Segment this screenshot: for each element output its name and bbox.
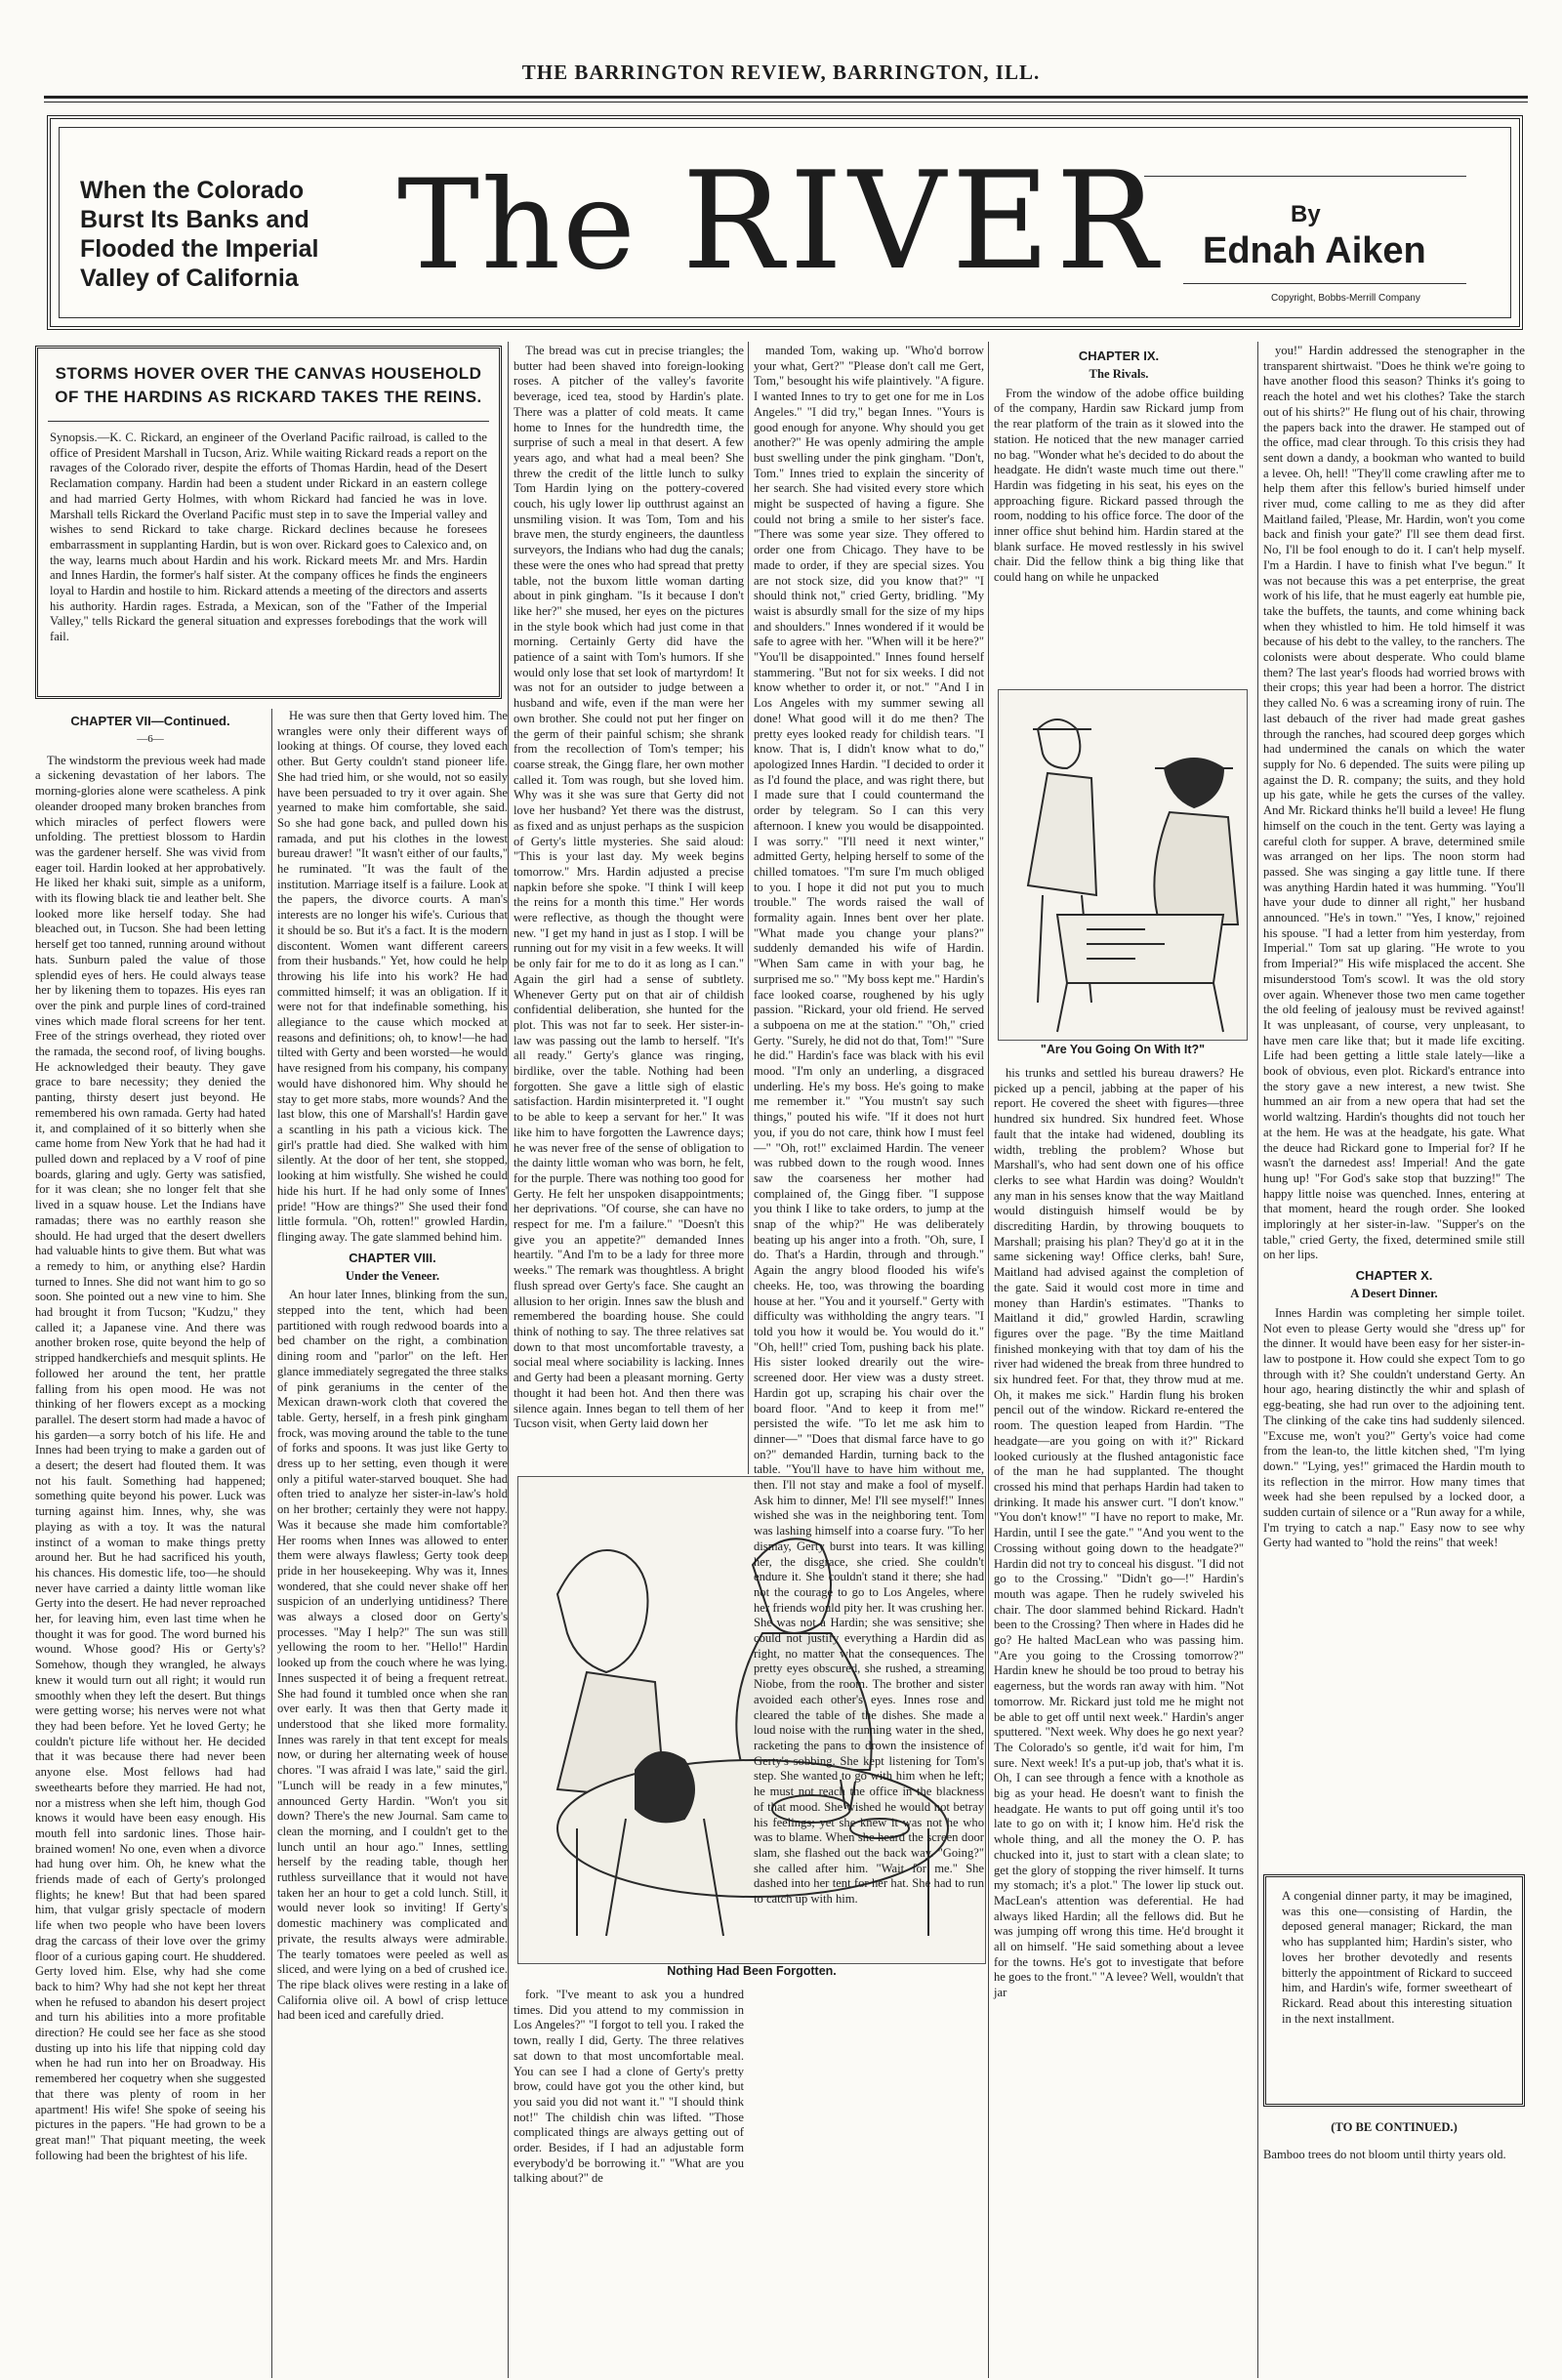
subtitle-line-2: Burst Its Banks and [80, 206, 309, 233]
column-4-top [754, 344, 984, 1907]
column-3-text-continued: fork. "I've meant to ask you a hundred times. Did you attend to my commission in Los Angeles?" "I forgot to tell you. I raked the town, really I did, Gerty. The three relatives sat down to that most uncomfortable meal. You can see I had a clone of Gerty's pretty brow, could have got you the other kind, but you said you did not want it." "I should think not!" The childish chin was lifted. "Those complicated things are always getting out of order. Besides, if I had an adjustable form everybody'd be borrowing it." "What are you talking about?" de [514, 1988, 744, 2186]
to-be-continued: (TO BE CONTINUED.) [1331, 2120, 1458, 2134]
illustration-office-scene [998, 689, 1248, 1041]
column-3-text: The bread was cut in precise triangles; the butter had been shaved into foreign-looking roses. A pitcher of the valley's favorite beverage, iced tea, stood by Hardin's plate. There was a platter of cold meats. It came home to Innes for the hundredth time, the surprise of such a meal in that desert. A few years ago, and what had a meal been? She threw the credit of the little lunch to sulky Tom Hardin lying on the pottery-covered couch, his ugly lower lip outthrust against an unsmiling vision. It was Tom, Tom and his brave men, the sturdy engineers, the dauntless surveyors, the Indians who had dug the canals; these were the ones who had spread that pretty table, not the buxom little woman darting about in pink gingham. "Is it because I don't like her?" she mused, her eyes on the pictures in the style book which had just come in that morning. Certainly Gerty did have the patience of a saint with Tom's humors. If she would only lose that set look of martyrdom! It was not for an outsider to judge between a husband and wife, even if the man were her own brother. She could not put her finger on the germ of their painful schism; she shrank from the recollection of Tom's temper; his coarse streak, the Gingg flare, her own mother called it. Tom was rough, but she loved him. Why was it she was sure that Gerty did not love her husband? Yet there was the distrust, as fixed and as unjust perhaps as the suspicion of Gerty's little mysteries. She said aloud: "This is your last day. My week begins tomorrow." Mrs. Hardin adjusted a precise napkin before she spoke. "I think I will keep the reins for a month this time." Her words were reflective, as though the thought were new. "I get my hand in just as I stop. I will be running out for my visit in a few weeks. It will be only fair for me to do it as long as I can." Again the girl had a sense of subtlety. Whenever Gerty put on that air of childish confidential deliberation, she hunted for the plot. This was not far to seek. Her sister-in-law was passing out the lamb to herself. "It's all ready." Gerty's glance was ringing, birdlike, over the table. Nothing had been forgotten. She gave a little sigh of elastic satisfaction. Hardin misinterpreted it. "I ought to be able to keep a servant for her." It was like him to have forgotten the Lawrence days; he was never free of the sense of obligation to the dainty little woman who was born, he felt, for the purple. There was nothing too good for Gerty. He felt her unspoken disappointments; her deprivations. "Of course, she can have no respect for me. I'm a failure." "Doesn't this give you an appetite?" demanded Innes heartily. "And I'm to be a lady for three more weeks." The remark was thoughtless. A bright flush spread over Gerty's face. She caught an allusion to her origin. Innes saw the blush and remembered the boarding house. She could think of nothing to say. The three relatives sat down to that most uncomfortable travesty, a social meal where sociability is lacking. Innes and Gerty had been a pleasant morning. Gerty thought it had been hot. And then there was silence again. Innes began to tell them of her Tucson visit, when Gerty laid down her [514, 344, 744, 1431]
column-3-bottom [514, 1988, 744, 2378]
subtitle-line-1: When the Colorado [80, 177, 305, 204]
column-6 [1263, 344, 1525, 1867]
column-divider [1257, 342, 1258, 2378]
subtitle-line-3: Flooded the Imperial [80, 235, 319, 263]
banner-subtitle [80, 176, 373, 293]
title-the: The [397, 153, 637, 297]
illustration-caption-office: "Are You Going On With It?" [1040, 1043, 1206, 1056]
installment-mark: —6— [137, 733, 164, 745]
chapter-ix-heading: CHAPTER IX. [1078, 349, 1160, 363]
column-6-text: you!" Hardin addressed the stenographer in the transparent shirtwaist. "Does he think we're going to have another flood this season? Thinks it's going to reach the hotel and wet his clothes? Take the starch out of his shirts?" He flung out of his chair, throwing the papers back into the drawer. He stamped out of the office, mad clear through. To this crisis they had sent down a dandy, a bookman who wanted to build a levee. Oh, hell! "They'll come crawling after me to help them after this fellow's buried himself under river mud, come calling to me as they did after Maitland failed, 'Please, Mr. Hardin, won't you come back and finish your gate?' I'll see them dead first. No, I'll be fool enough to do it. I can't help myself. I'm a Hardin. I have to finish what I've begun." It was not because this was a pet enterprise, the great work of his life, that he must eagerly eat humble pie, take the buffets, the taunts, and come whining back when they whistled to him. He told himself it was because of his debt to the valley, to the ranchers. The colonists were about desperate. Who could blame them? The last year's floods had worried brows with their crops; this year had been a horror. The district they called No. 6 was a screaming irony of ruin. The last debauch of the river had made great gashes through the ranches, had scoured deep gorges which had undermined the canals on which the water supply for No. 6 depended. The suits were piling up against the D. R. company; the suits, and they hold up his gate, while he gets the curses of the valley. And Mr. Rickard thinks he'll build a levee! He flung himself on the couch in the tent. Gerty was laying a careful cloth for supper. A brave, determined smile was arranged on her lips. The noon storm had passed. She was singing a gay little tune. If there was anything Hardin hated it was humming. "You'll have your dude to dinner all right," her husband announced. "He's in town." "Yes, I know," rejoined his spouse. "I had a letter from him yesterday, from Imperial." Tom sat up glaring. "He wrote to you from Imperial?" His wife misplaced the accent. She misunderstood Tom's scowl. It was the old story over again. Whenever those two men came together the old feeling of jealousy must be revived against! It was unpleasant, of course, very unpleasant, to have men care like that; but it made life exciting. Life had been getting a little stale lately—like a book of obvious, even plot. Rickard's entrance into the story gave a new interest, a new twist. She hummed an air from a new opera that had set the world waltzing. Hardin's thoughts did not touch her at the hem. He was at the headgate, his gate. What the deuce had Rickard gone to Imperial for? If he wasn't the darnedest ass! Imperial! And the gate hung up! "For God's sake stop that buzzing!" The happy little noise was quenched. Innes, entering at that moment, heard the rough order. She looked imploringly at her sister-in-law. "Supper's on the table," cried Gerty, the fixed, determined smile still on her lips. [1263, 344, 1525, 1262]
column-2 [277, 709, 508, 2380]
synopsis-text: Synopsis.—K. C. Rickard, an engineer of the Overland Pacific railroad, is called to the office of President Marshall in Tucson, Ariz. While waiting Rickard reads a report on the ravages of the Colorado river, despite the efforts of Thomas Hardin, head of the Desert Reclamation company. Hardin had been a student under Rickard in an eastern college and had married Gerty Holmes, with whom Rickard had fancied he was in love. Marshall tells Rickard the Overland Pacific must step in to save the Imperial valley and wishes to send Rickard to take charge. Rickard declines because he foresees embarrassment in supplanting Hardin, but is won over. Rickard goes to Calexico and, on the way, learns much about Hardin and his work. Rickard meets Mr. and Mrs. Hardin and Innes Hardin, the former's half sister. At the company offices he finds the engineers loyal to Hardin and hostile to him. Rickard attends a meeting of the directors and asserts his authority. Hardin rages. Estrada, a Mexican, son of the "Father of the Imperial Valley," tells Rickard the general situation and expresses forebodings that the work will fail. [50, 431, 487, 644]
column-1-text: The windstorm the previous week had made a sickening devastation of her labors. The morning-glories alone were scatheless. A pink oleander drooped many broken branches from which miracles of perfect flowers were unfolding. The prettiest blossom to Hardin was the gardener herself. She was vivid from eager toil. Hardin looked at her approbatively. He liked her khaki suit, simple as a uniform, with its flowing black tie and leather belt. She looked more like herself today. She had bleached out, in Tucson. She had been letting herself get too tanned, running around without hats. Sunburn paled the value of those splendid eyes of hers. He could always tease her by likening them to topazes. His eyes ran over the pink and purple lines of cord-trained vines which made floral screens for her tent. Free of the strings overhead, they rioted over the ramada, the second roof, of living boughs. He acknowledged their beauty. They gave grace to bare necessity; they denied the panting, thirsty desert just beyond. He remembered his own ramada. Gerty had hated it, and complained of it so bitterly when she came home from New York that he had had it pulled down and replaced by a V roof of pine boards, glaring and ugly. Gerty was satisfied, for it was clean; she no longer felt that she lived in a squaw house. Let the Indians have ramadas; there was no earthly reason she should. He had urged that the desert dwellers had valuable hints to give them. But what was a remedy to him, or anything else? Hardin turned to Innes. She did not want him to go so soon. She pointed out a new vine to him. She had brought it from Tucson; "Kudzu," they called it; a Japanese vine. And there was another broken rose, quite beyond the help of stripped handkerchiefs and mesquit splints. He followed her around the tent, her prattle falling from his open mood. He was not thinking of her flowers except as a mocking parallel. The desert storm had made a havoc of his garden—a sorry botch of his life. He and Innes had been trying to make a garden out of a desert; the desert had flouted them. It was not his fault. Something had happened; something quite beyond his power. Luck was turning against him. Innes, why, she was playing as with a toy. It was the natural instinct of a woman to make things pretty around her. But he had sacrificed his youth, his chances. His domestic life, too—he should never have carried a dainty little woman like Gerty into the desert. He had never reproached her, for leaving him, even last time when he thought it was for good. The word burned his wound. Whose good? His or Gerty's? Somehow, though they wrangled, he always knew it would turn out all right; it would run smoothly when they left the desert. But things were getting worse; his nerves were not what they had been before. Yet he loved Gerty; he couldn't picture life without her. He decided that it was because there had never been anyone else. Most fellows had had sweethearts before they married. He had not, nor a mistress when she left him, though God knows it would have been easy enough. His mouth fell into sardonic lines. Those hair-brained women! No one, even when a divorce had hung over him. Oh, he knew what the friends made of each of Gerty's prolonged flights; he knew! But that had been spared him, that vulgar grisly spectacle of modern life when two people who have been lovers drag the carcass of their love over the grimy floor of a curious gaping court. He shuddered. Gerty loved him. Else, why had she come back to him? Why had she not kept her threat when he refused to abandon his desert project and turn his abilities into a more profitable direction? He could see her face as she stood dusting up into his life that nipping cold day when he had run into her on Broadway. His remembered her coquetry when she suggested that there was plenty of room in her apartment! His wife! She spoke of seeing his pictures in the papers. "He had grown to be a great man!" That piquant meeting, the week following had been the brightest of his life. [35, 753, 266, 2162]
illustration-caption-dinner: Nothing Had Been Forgotten. [667, 1964, 837, 1978]
column-5-top [994, 344, 1244, 685]
column-divider [748, 342, 749, 1474]
banner-rule-bottom [1183, 283, 1466, 284]
byline-by: By [1291, 201, 1321, 227]
synopsis-divider [48, 421, 489, 422]
author-name: Ednah Aiken [1203, 230, 1426, 271]
column-2-text: He was sure then that Gerty loved him. The wrangles were only their different ways of looking at things. Of course, they loved each other. But Gerty couldn't stand pioneer life. She had tried him, or she would, not so easily have been persuaded to try it over again. She yearned to make him comfortable, she said. So she had gone back, and pulled down his ramada, and put his clothes in the lowest bureau drawer! "It wasn't either of our faults," he ruminated. "It was the fault of the institution. Marriage itself is a failure. Look at the papers, the divorce courts. A man's interests are no longer his wife's. Curious that it should be so. But it's a fact. It is the modern discontent. Women want different careers from their husbands." Yet, how could he help throwing his life into his work? He had committed himself; it was an obligation. If it were not for that indefinable something, his allegiance to the cause which mocked at reasons and definitions; oh, to know!—he had tilted with Gerty and been worsted—he would have resigned from his company, his company would have dishonored him. Why should he stay to get more stabs, more wounds? And the last blow, this one of Marshall's! Hardin gave a scantling in his path a vicious kick. The girl's prattle had died. She walked with him silently. At the door of her tent, she stopped, looking at him wistfully. She wished he could hide his hurt. If he had only some of Innes' pride! "How are things?" She used their fond little formula. "Oh, rotten!" growled Hardin, flinging away. The gate slammed behind him. [277, 709, 508, 1244]
copyright-notice: Copyright, Bobbs-Merrill Company [1271, 293, 1420, 304]
column-divider [271, 709, 272, 2378]
column-3 [514, 344, 744, 1466]
banner-rule-top [1144, 176, 1466, 177]
synopsis-headline: STORMS HOVER OVER THE CANVAS HOUSEHOLD OF THE HARDINS AS RICKARD TAKES THE REINS. [55, 364, 482, 406]
column-5-text: From the window of the adobe office building of the company, Hardin saw Rickard jump from the rear platform of the train as it slowed into the station. He noticed that the new manager carried no bag. "Wonder what he's decided to do about the headgate. He didn't waste much time out there." Hardin was fidgeting in his seat, his eyes on the approaching figure. Rickard passed through the room, nodding to his office force. The door of the inner office shut behind him. Hardin stared at the blank surface. He moved restlessly in his swivel chair. Did the fellow think a big thing like that could hang on while he unpacked [994, 386, 1244, 585]
chapter-x-heading: CHAPTER X. [1355, 1268, 1433, 1284]
chapter-viii-heading: CHAPTER VIII. [349, 1250, 436, 1265]
column-divider [508, 342, 509, 2378]
next-installment-box [1263, 1874, 1525, 2107]
chapter-ix-title: The Rivals. [1089, 367, 1149, 381]
top-rule [44, 96, 1528, 99]
title-river: RIVER [681, 143, 1164, 300]
top-rule-thin [44, 102, 1528, 103]
synopsis-box [35, 346, 502, 699]
column-6-text-continued: Innes Hardin was completing her simple toilet. Not even to please Gerty would she "dress up" for the dinner. It would have been easy for her sister-in-law to postpone it. How could she expect Tom to go through with it? She couldn't understand Gerty. An hour ago, hearing distinctly the whir and splash of egg-beating, she had run over to the adjoining tent. The clinking of the cake tins had suddenly silenced. "Excuse me, won't you?" Gerty's voice had come from the lean-to, the little kitchen shed, "I'm lying down." "Lying, yes!" grimaced the Hardin mouth to its reflection in the mirror. How many times that week had she been repulsed by a locked door, a sudden curtain of silence or a "Run away for a while, I'm trying to catch a nap." Easy now to see why Gerty had wanted to "hold the reins" that week! [1263, 1305, 1525, 1550]
column-5-bottom [994, 1066, 1244, 2378]
column-4-text: manded Tom, waking up. "Who'd borrow your what, Gert?" "Please don't call me Gert, Tom," besought his wife plaintively. "A figure. I wanted Innes to try to get one for me in Los Angeles." "I did try," began Innes. "Yours is good enough for anyone. Why should you get another?" He was openly admiring the ample bust swelling under the pink gingham. "Don't, Tom." Innes tried to explain the sincerity of her search. She had visited every store which might be suspected of having a figure. She could not bring a smile to her sister's face. "There was some year size. They offered to order one from Chicago. They have to be made to order, if they are special sizes. You are not stock size, did you know that?" "I should think not," cried Gerty, bridling. "My waist is absurdly small for the size of my hips and shoulders." Innes wondered if it would be safe to agree with her. "When will it be here?" "You'll be disappointed." Innes found herself stammering. "But not for six weeks. I did not know whether to order it, or not." "And I in Los Angeles with my summer sewing all done! What good will it do me then? The pretty eyes looked ready for childish tears. "I know. That is, I didn't know what to do," apologized Innes Hardin. "I decided to order it as I'd found the place, and was right there, but I made sure that I could countermand the order by telegram. So I can this very afternoon. I knew you would be disappointed. I was sorry." "I'll need it next winter," admitted Gerty, helping herself to some of the chilled tomatoes. "I'm sure I'm much obliged to you. I hope it did not put you to much trouble." The words raised the wall of formality again. Innes bent over her plate. "What made you change your plans?" suddenly demanded his wife of Hardin. "When Sam came in with your bag, he surprised me so." "My boss kept me." Hardin's face looked coarse, roughened by his ugly passion. "Rickard, your old friend. He served a subpoena on me at the station." "Oh," cried Gerty. "Surely, he did not do that, Tom!" "Sure he did." Hardin's face was black with his evil mood. "I'm only an underling, a disgraced underling. He's my boss. He's going to make me remember it." "You mustn't say such things," pouted his wife. "If it does not hurt you, if you do not care, think how I must feel—" "Oh, rot!" exclaimed Hardin. The veneer was rubbed down to the rough wood. Innes saw the coarseness her mother had complained of, the Gingg fiber. "I suppose you think I like to take orders, to jump at the snap of the whip?" He was deliberately beating up his anger into a froth. "Oh, sure, I do. That's a Hardin, through and through." Again the angry blood flooded his wife's cheeks. He, too, was throwing the boarding house at her. "You and it yourself." Gerty with difficulty was withholding the angry tears. "I told you how it would be. You would do it." "Oh, hell!" cried Tom, pushing back his plate. His sister looked drearily out the wire-screened door. Her view was a dusty street. Hardin got up, scraping his chair over the board floor. "And to keep it from me!" persisted the wife. "To let me ask him to dinner—" "Does that dismal farce have to go on?" demanded Hardin, turning back to the table. "You'll have to have him without me, then. I'll not stay and make a fool of myself. Ask him to dinner, Me! I'll see myself!" Innes wished she was in the neighboring tent. Tom was lashing himself into a coarse fury. "To her dismay, Gerty burst into tears. It was killing her, the disgrace, she cried. She couldn't endure it. She couldn't stand it there; she had not the courage to go to Los Angeles, where her friends would pity her. It was crushing her. She was not a Hardin; she was sensitive; she could not justify everything a Hardin did as right, no matter what the consequences. The pretty eyes obscured, she rushed, a streaming Niobe, from the room. The brother and sister avoided each other's eyes. Innes rose and cleared the table of the dishes. She made a loud noise with the running water in the shed, racketing the pans to drown the insistence of Gerty's sobbing. She kept listening for Tom's step. She wanted to go with him when he left; he must not reach the office in the blackness of that mood. She wished he would not betray his feelings; yet she knew it was not he who was to blame. When she heard the screen door slam, she flashed out the back way. "Going?" she called after him. "Wait for me." She dashed into her tent for her hat. She had to run to catch up with him. [754, 344, 984, 1907]
story-banner [47, 115, 1523, 330]
office-scene-drawing [999, 690, 1247, 1040]
chapter-viii-title: Under the Veneer. [345, 1268, 440, 1283]
story-title [397, 139, 1178, 305]
column-divider [988, 342, 989, 2378]
column-5-text-continued: his trunks and settled his bureau drawers? He picked up a pencil, jabbing at the paper of his report. He covered the sheet with figures—three hundred six hundred. Six hundred feet. Whose fault that the intake had widened, doubling its width, trebling the problem? Whose but Marshall's, who had sent down one of his office clerks to see what Hardin was doing? Wouldn't any man in his senses know that the way Maitland would distinguish himself would be by discrediting Hardin, by throwing bouquets to Marshall; praising his plan? They'd go at it in the same sickening way! Office clerks, bah! Sure, Maitland had advised against the completion of the gate. Said it would cost more in time and money than Hardin's estimates. "Thanks to Maitland it did," growled Hardin, scrawling figures over the page. "By the time Maitland finished monkeying with that toy dam of his the river had widened the break from three hundred to six hundred feet. For that, they throw mud at me. Oh, it makes me sick." Hardin flung his broken pencil out of the window. Rickard re-entered the room. The question leaped from Hardin. "The headgate—are you going on with it?" Rickard looked curiously at the flushed antagonistic face of the man he had supplanted. The thought crossed his mind that perhaps Hardin had taken to drinking. It made his answer curt. "I don't know." "You don't know!" "I have no report to make, Mr. Hardin, until I see the gate." "And you went to the Crossing without going down to the headgate?" Hardin did not try to conceal his disgust. "I did not go to the Crossing." "Didn't go—!" Hardin's mouth was agape. Then he rudely swiveled his chair. The door slammed behind Rickard. Hadn't been to the Crossing? Then where in Hades did he go? He halted MacLean who was passing him. "Are you going to the Crossing tomorrow?" Hardin knew he should be too proud to betray his eagerness, but the words ran away with him. "Not tomorrow. Mr. Rickard just told me he might not be able to get off until next week." Hardin's anger sputtered. "Next week. Why does he go next year? The Colorado's so gentle, it'd wait for him, I'm sure. Next week! It's a put-up job, that's what it is. Oh, I can see through a fence with a knothole as big as your head. He doesn't want to finish the headgate. He wants to put off going until it's too late to go on with it; I know him. He'd risk the whole thing, and all the money the O. P. has chucked into it, just to start with a clean slate; to get the glory of stopping the river himself. It turns my stomach; it's a plot." The lower lip stuck out. MacLean's attention was deferential. He had always liked Hardin; all the fellows did. But he was jumping off wrong this time. He'd brought it all on himself. "He said something about a levee for the towns. He's got to investigate that before he goes to the front." "A levee? Well, wouldn't that jar [994, 1066, 1244, 2000]
next-installment-summary: A congenial dinner party, it may be imagined, was this one—consisting of Hardin, the deposed general manager; Rickard, the man who has supplanted him; Hardin's sister, who loves her brother devotedly and resents bitterly the appointment of Rickard to succeed him, and Hardin's wife, former sweetheart of Rickard. Read about this interesting situation in the next installment. [1282, 1889, 1512, 2026]
column-1 [35, 709, 266, 2380]
column-4-bottom [754, 1988, 984, 2378]
filler-item-bamboo: Bamboo trees do not bloom until thirty years old. [1263, 2148, 1506, 2161]
chapter-x-title: A Desert Dinner. [1350, 1287, 1438, 1301]
masthead: THE BARRINGTON REVIEW, BARRINGTON, ILL. [521, 61, 1041, 84]
column-2-text-continued: An hour later Innes, blinking from the sun, stepped into the tent, which had been partitioned with rough redwood boards into a bed chamber on the right, a combination dining room and "parlor" on the left. Her glance immediately segregated the three stalks of pink geraniums in the center of the Mexican drawn-work cloth that covered the table. Gerty, herself, in a fresh pink gingham frock, was moving around the table to the tune of forks and spoons. It was just like Gerty to dress up to her setting, even though it were only a pitiful water-starved bouquet. She had often tried to analyze her sister-in-law's hold on her brother; certainly they were not happy. Was it because she made him comfortable? Her rooms when Innes was allowed to enter them were always flawless; Gerty took deep pride in her housekeeping. Why was it, Innes wondered, that she could never shake off her suspicion of an underlying untidiness? There was always a closed door on Gerty's processes. "May I help?" The sun was still yellowing the room to her. "Hello!" Hardin looked up from the couch where he was lying. Innes suspected it of being a frequent retreat. She had found it tumbled once when she ran over early. It was then that Gerty made it understood that she liked more formality. Innes was rarely in that tent except for meals now, or during her alternating week of house chores. "I was afraid I was late," said the girl. "Lunch will be ready in a few minutes," announced Gerty Hardin. "Won't you sit down? There's the new Journal. Sam came to clean the morning, and I couldn't get to the lunch until an hour ago." Innes, settling herself by the reading table, though her ruthless surveillance that it would not have taken her an hour to get a cold lunch. Still, it would never look so inviting! If Gerty's domestic machinery was complicated and private, the results always were admirable. The tearly tomatoes were peeled as well as sliced, and were lying on a bed of crushed ice. The ripe black olives were resting in a lake of California olive oil. A bowl of crisp lettuce had been iced and carefully dried. [277, 1288, 508, 2023]
chapter-vii-continued-heading: CHAPTER VII—Continued. [70, 714, 230, 728]
subtitle-line-4: Valley of California [80, 265, 299, 292]
